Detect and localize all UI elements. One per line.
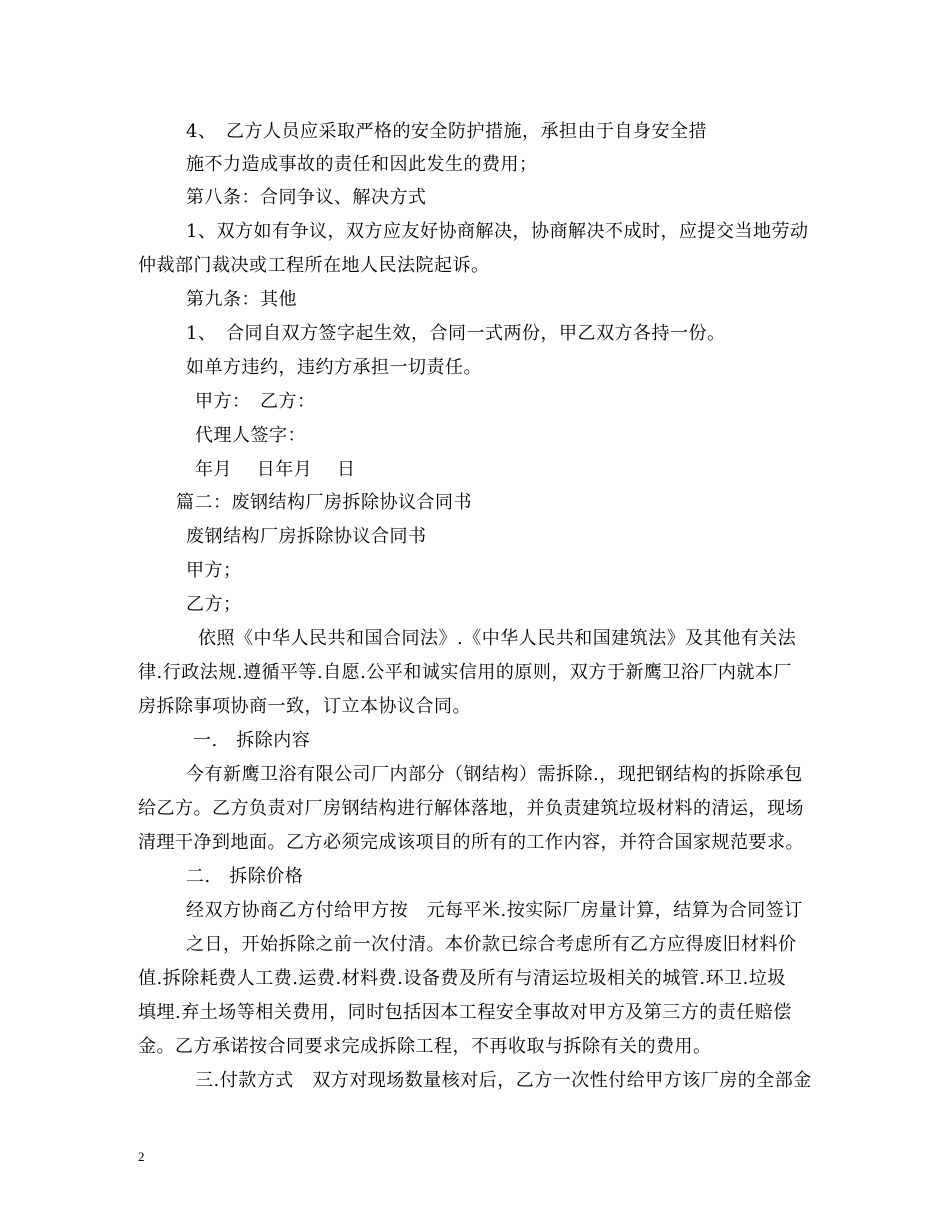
text-line: 给乙方。乙方负责对厂房钢结构进行解体落地，并负责建筑垃圾材料的清运，现场 [138,798,804,819]
text-line: 年月 日年月 日 [195,459,356,480]
text-line: 1、双方如有争议，双方应友好协商解决，协商解决不成时，应提交当地劳动 [186,221,809,242]
party-b-label: 乙方； [186,594,242,615]
text-line: 值.拆除耗费人工费.运费.材料费.设备费及所有与清运垃圾相关的城管.环卫.垃圾 [138,968,786,989]
text-line: 经双方协商乙方付给甲方按 元每平米.按实际厂房量计算，结算为合同签订 [186,900,803,921]
text-line: 4、 乙方人员应采取严格的安全防护措施，承担由于自身安全措 [186,121,707,142]
text-line: 律.行政法规.遵循平等.自愿.公平和诚实信用的原则，双方于新鹰卫浴厂内就本厂 [138,662,792,683]
document-title: 废钢结构厂房拆除协议合同书 [186,526,427,547]
text-line: 施不力造成事故的责任和因此发生的费用； [186,154,538,175]
text-line: 之日，开始拆除之前一次付清。本价款已综合考虑所有乙方应得废旧材料价 [186,934,797,955]
text-line: 房拆除事项协商一致，订立本协议合同。 [138,696,471,717]
text-line: 代理人签字： [195,425,306,446]
text-line: 如单方违约，违约方承担一切责任。 [186,357,482,378]
party-a-label: 甲方； [186,560,242,581]
text-line: 第八条：合同争议、解决方式 [186,187,427,208]
section-heading: 篇二：废钢结构厂房拆除协议合同书 [176,492,472,513]
text-line: 依照《中华人民共和国合同法》.《中华人民共和国建筑法》及其他有关法 [198,628,797,649]
text-line: 填埋.弃土场等相关费用，同时包括因本工程安全事故对甲方及第三方的责任赔偿 [138,1002,792,1023]
text-line: 清理干净到地面。乙方必须完成该项目的所有的工作内容，并符合国家规范要求。 [138,832,804,853]
text-line: 三.付款方式 双方对现场数量核对后，乙方一次性付给甲方该厂房的全部金 [195,1070,812,1091]
text-line: 第九条：其他 [186,289,297,310]
text-line: 金。乙方承诺按合同要求完成拆除工程，不再收取与拆除有关的费用。 [138,1036,712,1057]
text-line: 仲裁部门裁决或工程所在地人民法院起诉。 [138,255,490,276]
text-line: 甲方： 乙方： [195,391,316,412]
text-line: 1、 合同自双方签字起生效，合同一式两份，甲乙双方各持一份。 [186,323,726,344]
text-line: 今有新鹰卫浴有限公司厂内部分（钢结构）需拆除.，现把钢结构的拆除承包 [186,764,803,785]
section-heading: 二. 拆除价格 [186,866,304,887]
section-heading: 一. 拆除内容 [193,730,311,751]
page-number: 2 [138,1149,145,1164]
